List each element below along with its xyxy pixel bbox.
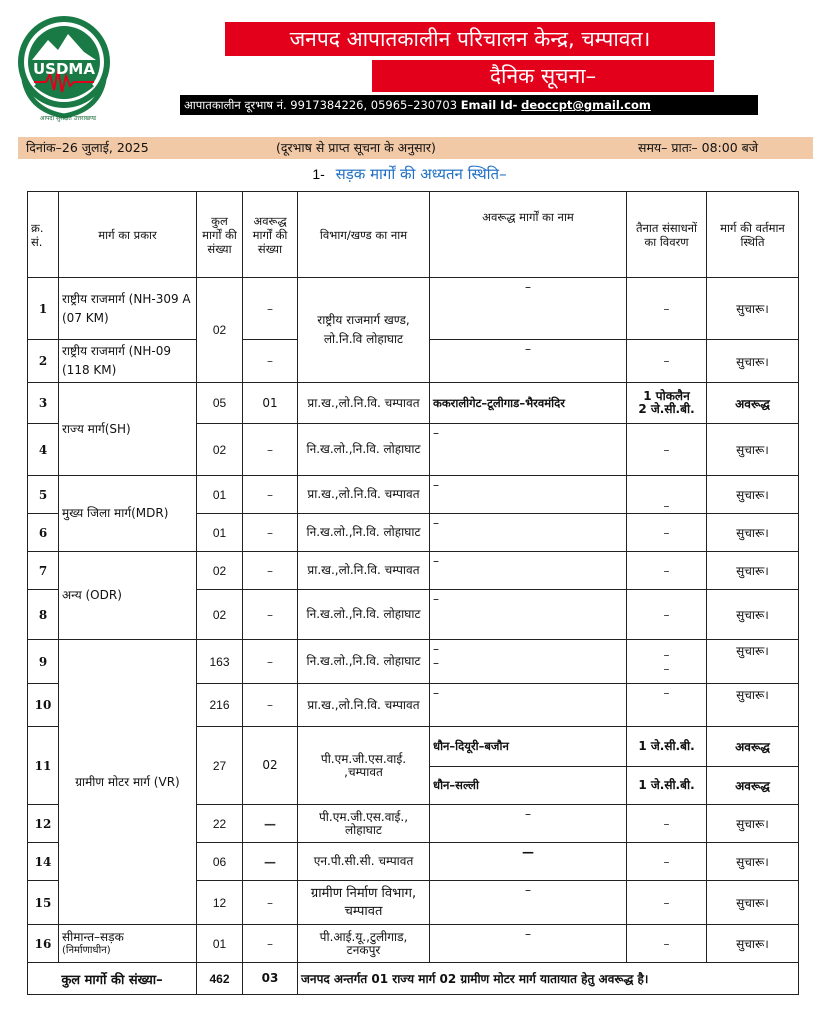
table-row xyxy=(28,925,799,963)
row-sn: 4 xyxy=(28,424,59,476)
resources: – xyxy=(627,552,707,590)
resource-pokelain: 1 पोकलैन xyxy=(643,389,690,403)
blocked-road-name: — xyxy=(430,843,627,881)
resources: – xyxy=(627,684,707,727)
report-date: दिनांक–26 जुलाई, 2025 xyxy=(26,140,149,155)
total-roads: 06 xyxy=(197,843,243,881)
road-status: सुचारू। xyxy=(707,684,799,727)
row-sn: 8 xyxy=(28,590,59,640)
resources: – – xyxy=(627,640,707,684)
blocked-road-name: – xyxy=(430,805,627,843)
usdma-logo xyxy=(10,12,118,124)
department: नि.ख.लो.,नि.वि. लोहाघाट xyxy=(298,424,430,476)
blocked-count: 02 xyxy=(243,727,298,805)
department: नि.ख.लो.,नि.वि. लोहाघाट xyxy=(298,640,430,684)
header-blocked-count: अवरूद्ध मार्गों की संख्या xyxy=(243,192,298,278)
blocked-road-name: – xyxy=(430,881,627,925)
resources: – xyxy=(627,843,707,881)
table-header-row xyxy=(28,192,799,278)
resources: – xyxy=(627,278,707,340)
nh-total: 02 xyxy=(197,278,243,383)
road-status: सुचारू। xyxy=(707,552,799,590)
department: प्रा.ख.,लो.नि.वि. चम्पावत xyxy=(298,552,430,590)
road-status: सुचारू। xyxy=(707,640,799,684)
blocked-road-name: धौन–दियूरी–बजौन xyxy=(430,727,627,767)
row-sn: 16 xyxy=(28,925,59,963)
blocked-road-name: – xyxy=(430,925,627,963)
road-type-vr: ग्रामीण मोटर मार्ग (VR) xyxy=(59,640,197,925)
border-road-label: सीमान्त–सड़क xyxy=(62,929,124,944)
blocked-road-name: – xyxy=(430,340,627,383)
total-roads: 02 xyxy=(197,590,243,640)
department: प्रा.ख.,लो.नि.वि. चम्पावत xyxy=(298,684,430,727)
table-row xyxy=(28,278,799,340)
department: नि.ख.लो.,नि.वि. लोहाघाट xyxy=(298,514,430,552)
road-type-odr: अन्य (ODR) xyxy=(59,552,197,640)
road-status: सुचारू। xyxy=(707,925,799,963)
resources: – xyxy=(627,514,707,552)
resources: 1 जे.सी.बी. xyxy=(627,727,707,767)
road-status: सुचारू। xyxy=(707,340,799,383)
blocked-count: – xyxy=(243,684,298,727)
total-roads: 12 xyxy=(197,881,243,925)
blocked-road-name: धौन–सल्ली xyxy=(430,767,627,805)
total-roads: 163 xyxy=(197,640,243,684)
department: पी.एम.जी.एस.वाई., लोहाघाट xyxy=(298,805,430,843)
row-sn: 7 xyxy=(28,552,59,590)
table-row xyxy=(28,383,799,424)
row-sn: 12 xyxy=(28,805,59,843)
report-time: समय– प्रातः– 08:00 बजे xyxy=(638,140,759,155)
blocked-count: – xyxy=(243,340,298,383)
blocked-count: – xyxy=(243,925,298,963)
department: पी.आई.यू.,टुलीगाड, टनकपुर xyxy=(298,925,430,963)
road-status: सुचारू। xyxy=(707,881,799,925)
section-number: 1- xyxy=(312,166,325,182)
header-current-status: मार्ग की वर्तमान स्थिति xyxy=(707,192,799,278)
row-sn: 14 xyxy=(28,843,59,881)
road-type-nh09: राष्ट्रीय राजमार्ग (NH-09 (118 KM) xyxy=(59,340,197,383)
table-row xyxy=(28,640,799,684)
row-sn: 3 xyxy=(28,383,59,424)
resources: – xyxy=(627,424,707,476)
header-sn: क्र. सं. xyxy=(28,192,59,278)
blocked-road-name: – xyxy=(430,278,627,340)
header-total-roads: कुल मार्गों की संख्या xyxy=(197,192,243,278)
footer-blocked: 03 xyxy=(243,963,298,995)
road-status: सुचारू। xyxy=(707,843,799,881)
department: पी.एम.जी.एस.वाई. ,चम्पावत xyxy=(298,727,430,805)
blocked-road-name: – xyxy=(430,424,627,476)
total-roads: 05 xyxy=(197,383,243,424)
row-sn: 9 xyxy=(28,640,59,684)
department: प्रा.ख.,लो.नि.वि. चम्पावत xyxy=(298,476,430,514)
blocked-road-name: – – xyxy=(430,640,627,684)
total-roads: 01 xyxy=(197,476,243,514)
department: नि.ख.लो.,नि.वि. लोहाघाट xyxy=(298,590,430,640)
department: ग्रामीण निर्माण विभाग, चम्पावत xyxy=(298,881,430,925)
header-road-type: मार्ग का प्रकार xyxy=(59,192,197,278)
blocked-road-name: – xyxy=(430,514,627,552)
resources: – xyxy=(627,340,707,383)
road-type-nh309a: राष्ट्रीय राजमार्ग (NH-309 A (07 KM) xyxy=(59,278,197,340)
resources: – xyxy=(627,476,707,514)
road-type-sh: राज्य मार्ग(SH) xyxy=(59,383,197,476)
header-blocked-names: अवरूद्ध मार्गों का नाम xyxy=(430,192,627,278)
email-link[interactable]: deoccpt@gmail.com xyxy=(521,98,651,112)
road-status: अवरूद्ध xyxy=(707,767,799,805)
total-roads: 01 xyxy=(197,514,243,552)
header-resources: तैनात संसाधनों का विवरण xyxy=(627,192,707,278)
nh-department: राष्ट्रीय राजमार्ग खण्ड, लो.नि.वि लोहाघाट xyxy=(298,278,430,383)
email-label: Email Id- xyxy=(460,98,518,112)
road-status: सुचारू। xyxy=(707,805,799,843)
blocked-count: – xyxy=(243,278,298,340)
resources xyxy=(627,383,707,424)
logo-tagline: आपदा सुरक्षित उत्तराखण्ड xyxy=(39,115,97,122)
footer-total: 462 xyxy=(197,963,243,995)
row-sn: 15 xyxy=(28,881,59,925)
blocked-road-name: – xyxy=(430,590,627,640)
blocked-count: – xyxy=(243,590,298,640)
row-sn: 6 xyxy=(28,514,59,552)
resources: 1 जे.सी.बी. xyxy=(627,767,707,805)
border-road-note: (निर्माणाधीन) xyxy=(62,944,111,956)
road-status: सुचारू। xyxy=(707,424,799,476)
blocked-count: – xyxy=(243,552,298,590)
blocked-count: 01 xyxy=(243,383,298,424)
blocked-road-name: – xyxy=(430,476,627,514)
section-heading: सड़क मार्गों की अध्यतन स्थिति– xyxy=(335,165,507,183)
total-roads: 01 xyxy=(197,925,243,963)
emergency-phone: आपातकालीन दूरभाष नं. 9917384226, 05965–230703 xyxy=(184,98,458,112)
road-status: सुचारू। xyxy=(707,590,799,640)
report-subtitle: दैनिक सूचना– xyxy=(372,60,714,92)
total-roads: 02 xyxy=(197,424,243,476)
blocked-road-name: – xyxy=(430,684,627,727)
blocked-count: – xyxy=(243,514,298,552)
blocked-count: – xyxy=(243,881,298,925)
road-status: सुचारू। xyxy=(707,476,799,514)
resources: – xyxy=(627,925,707,963)
blocked-road-name: ककरालीगेट–टूलीगाड–भैरवमंदिर xyxy=(430,383,627,424)
section-title xyxy=(0,164,819,184)
total-roads: 22 xyxy=(197,805,243,843)
date-bar xyxy=(18,137,813,159)
road-status: अवरूद्ध xyxy=(707,383,799,424)
logo-text: USDMA xyxy=(33,60,95,78)
total-roads: 216 xyxy=(197,684,243,727)
footer-label: कुल मार्गो की संख्या– xyxy=(28,963,197,995)
row-sn: 11 xyxy=(28,727,59,805)
footer-summary: जनपद अन्तर्गत 01 राज्य मार्ग 02 ग्रामीण मोटर मार्ग यातायात हेतु अवरूद्ध है। xyxy=(298,963,799,995)
road-status: अवरूद्ध xyxy=(707,727,799,767)
table-row xyxy=(28,476,799,514)
road-status: सुचारू। xyxy=(707,278,799,340)
info-source: (दूरभाष से प्राप्त सूचना के अनुसार) xyxy=(276,140,436,155)
blocked-count: – xyxy=(243,476,298,514)
resources: – xyxy=(627,590,707,640)
resource-jcb: 2 जे.सी.बी. xyxy=(638,402,695,416)
department: एन.पी.सी.सी. चम्पावत xyxy=(298,843,430,881)
department: प्रा.ख.,लो.नि.वि. चम्पावत xyxy=(298,383,430,424)
resources: – xyxy=(627,881,707,925)
row-sn: 5 xyxy=(28,476,59,514)
report-title: जनपद आपातकालीन परिचालन केन्द्र, चम्पावत। xyxy=(225,22,715,56)
total-roads: 27 xyxy=(197,727,243,805)
contact-bar xyxy=(180,95,758,115)
blocked-count: – xyxy=(243,424,298,476)
table-row xyxy=(28,552,799,590)
resources: – xyxy=(627,805,707,843)
blocked-count: — xyxy=(243,843,298,881)
row-sn: 2 xyxy=(28,340,59,383)
road-type-border xyxy=(59,925,197,963)
road-status: सुचारू। xyxy=(707,514,799,552)
road-status-table xyxy=(27,191,799,995)
header-department: विभाग/खण्ड का नाम xyxy=(298,192,430,278)
road-type-mdr: मुख्य जिला मार्ग(MDR) xyxy=(59,476,197,552)
blocked-count: — xyxy=(243,805,298,843)
blocked-count: – xyxy=(243,640,298,684)
blocked-road-name: – xyxy=(430,552,627,590)
row-sn: 10 xyxy=(28,684,59,727)
row-sn: 1 xyxy=(28,278,59,340)
table-footer-row xyxy=(28,963,799,995)
total-roads: 02 xyxy=(197,552,243,590)
